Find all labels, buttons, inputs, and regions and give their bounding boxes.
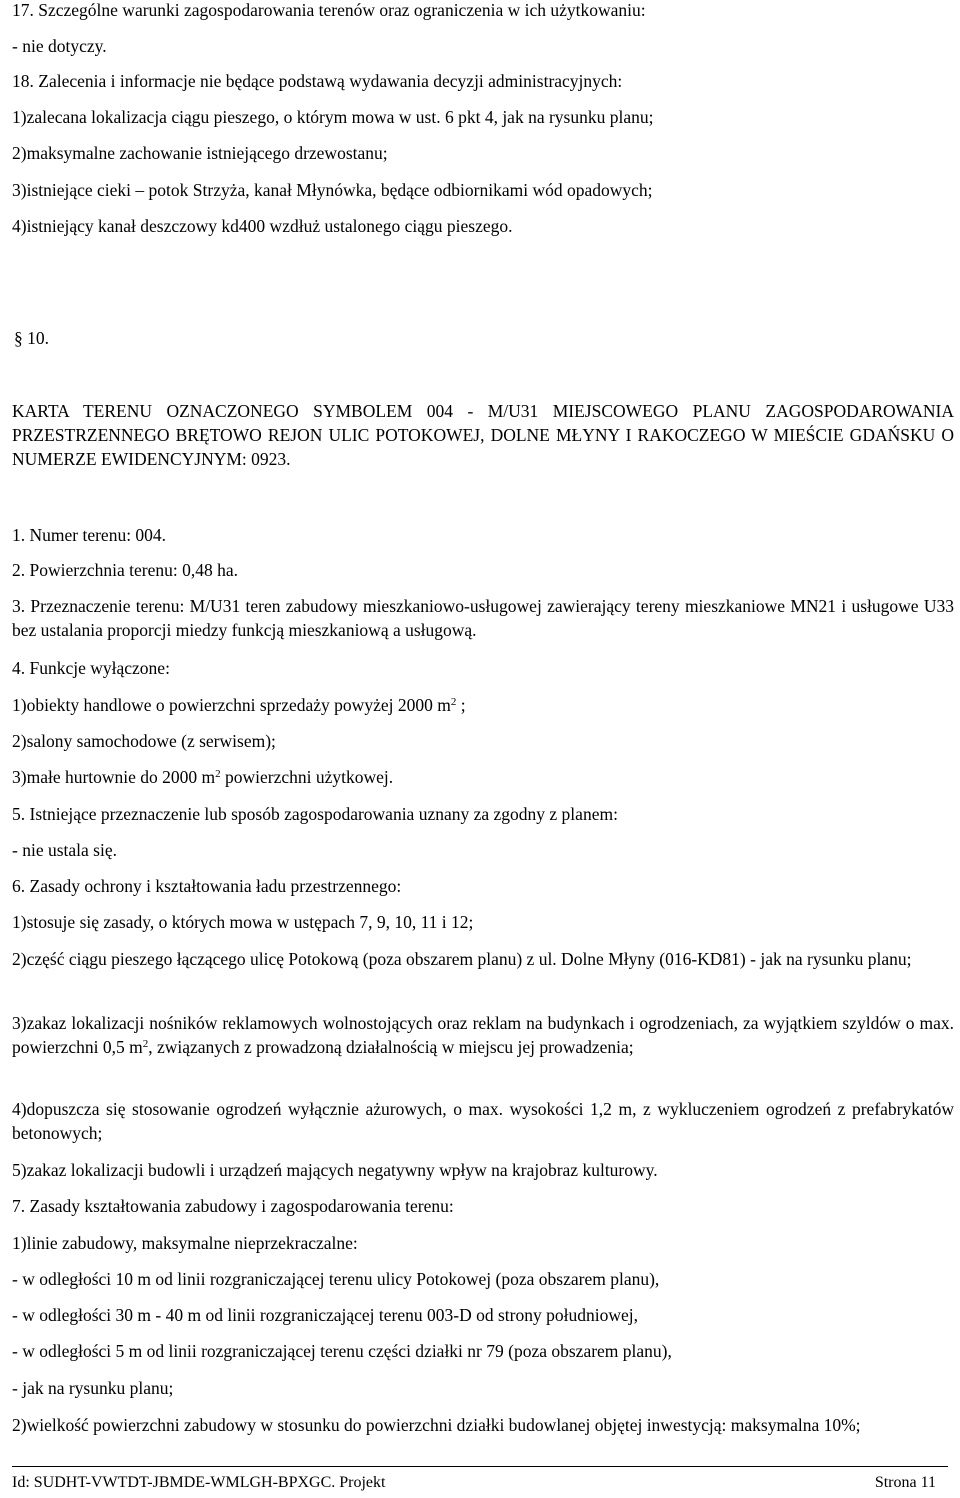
text-line: - w odległości 30 m - 40 m od linii rozgraniczającej terenu 003-D od strony południowej, [12,1305,638,1325]
text-fragment: , związanych z prowadzoną działalnością w miejscu jej [148,1037,536,1057]
text-line: 1)stosuje się zasady, o których mowa w ustępach 7, 9, 10, 11 i 12; [12,912,474,932]
paragraph [12,594,954,642]
text-line: 4. Funkcje wyłączone: [12,658,170,678]
paragraph [12,1413,954,1437]
text-line: MN21 i usługowe U33 bez ustalania proporcji miedzy funkcją mieszkaniową a usługową. [12,596,955,640]
text-line: - jak na rysunku planu; [12,1378,174,1398]
footer-document-id: Id: SUDHT-VWTDT-JBMDE-WMLGH-BPXGC. Projekt [12,1474,386,1491]
text-line: 5. Istniejące przeznaczenie lub sposób zagospodarowania uznany za zgodny z planem: [12,804,618,824]
section-title: KARTA TERENU OZNACZONEGO SYMBOLEM 004 - M/U31 MIEJSCOWEGO PLANU ZAGOSPODAROWANIA PRZESTRZENNEGO BRĘTOWO REJON ULIC POTOKOWEJ, DOLNE MŁYNY I RAKOCZEGO W MIEŚCIE GDAŃSKU O NUMERZE EWIDENCYJNYM: 0923. [12,401,954,469]
text-line: - w odległości 10 m od linii rozgraniczającej terenu ulicy Potokowej (poza obszarem planu), [12,1269,660,1289]
text-line: 5)zakaz lokalizacji budowli i urządzeń mających negatywny wpływ na krajobraz kulturowy. [12,1160,658,1180]
text-line: 2. Powierzchnia terenu: 0,48 ha. [12,560,238,580]
text-line: 4)dopuszcza się stosowanie ogrodzeń wyłącznie ażurowych, o max. wysokości 1,2 m, z wykluczeniem [12,1099,760,1119]
footer-divider [12,1466,948,1467]
paragraph [12,1097,954,1145]
superscript: 2 [215,768,221,780]
text-line: 7. Zasady kształtowania zabudowy i zagospodarowania terenu: [12,1196,454,1216]
superscript: 2 [142,1038,149,1050]
text-line: 1)zalecana lokalizacja ciągu pieszego, o którym mowa w ust. 6 pkt 4, jak na rysunku planu; [12,107,654,127]
text-line: 4)istniejący kanał deszczowy kd400 wzdłuż ustalonego ciągu pieszego. [12,216,513,236]
superscript: 2 [450,696,457,708]
text-line: 18. Zalecenia i informacje nie będące podstawą wydawania decyzji administracyjnych: [12,71,623,91]
text-fragment: powierzchni użytkowej. [220,767,394,787]
text-line: prowadzenia; [539,1037,634,1057]
text-fragment: 1)obiekty handlowe o powierzchni sprzedaży powyżej 2000 m [12,695,451,715]
text-fragment: wyjątkiem szyldów o max. powierzchni 0,5 m [12,1013,955,1057]
text-line: 3. Przeznaczenie terenu: M/U31 teren zabudowy mieszkaniowo-usługowej zawierający tereny mieszkaniowe [12,596,786,616]
footer-page-number: Strona 11 [874,1474,936,1491]
text-line: 17. Szczególne warunki zagospodarowania terenów oraz ograniczenia w ich użytkowaniu: [12,0,646,20]
text-line: 1. Numer terenu: 004. [12,525,167,545]
text-line: 1)linie zabudowy, maksymalne nieprzekraczalne: [12,1233,358,1253]
paragraph [12,947,954,971]
text-line: - w odległości 5 m od linii rozgraniczającej terenu części działki nr 79 (poza obszarem planu), [12,1341,672,1361]
section-mark: § 10. [14,328,49,348]
text-line: jak na rysunku planu; [760,949,912,969]
text-line: 2)salony samochodowe (z serwisem); [12,731,276,751]
text-line [12,767,954,788]
text-line [12,695,954,716]
text-line: 3)istniejące cieki – potok Strzyża, kanał Młynówka, będące odbiornikami wód opadowych; [12,180,653,200]
text-line: - nie dotyczy. [12,36,107,56]
text-line: - nie ustala się. [12,840,117,860]
paragraph [12,1011,954,1059]
text-line: 2)wielkość powierzchni zabudowy w stosunku do powierzchni działki budowlanej objętej inwestycją: [12,1415,727,1435]
text-fragment: ; [456,695,466,715]
text-line: 6. Zasady ochrony i kształtowania ładu przestrzennego: [12,876,402,896]
text-line: 2)część ciągu pieszego łączącego ulicę Potokową (poza obszarem planu) z ul. Dolne Młyny (016-KD81) - [12,949,756,969]
text-line: ogrodzeń z prefabrykatów betonowych; [12,1099,955,1143]
text-line: maksymalna 10%; [730,1415,861,1435]
text-fragment: 3)małe hurtownie do 2000 m [12,767,216,787]
text-line: 3)zakaz lokalizacji nośników reklamowych wolnostojących oraz reklam na budynkach i ogrodzeniach, za [12,1013,759,1033]
text-line: 2)maksymalne zachowanie istniejącego drzewostanu; [12,143,388,163]
